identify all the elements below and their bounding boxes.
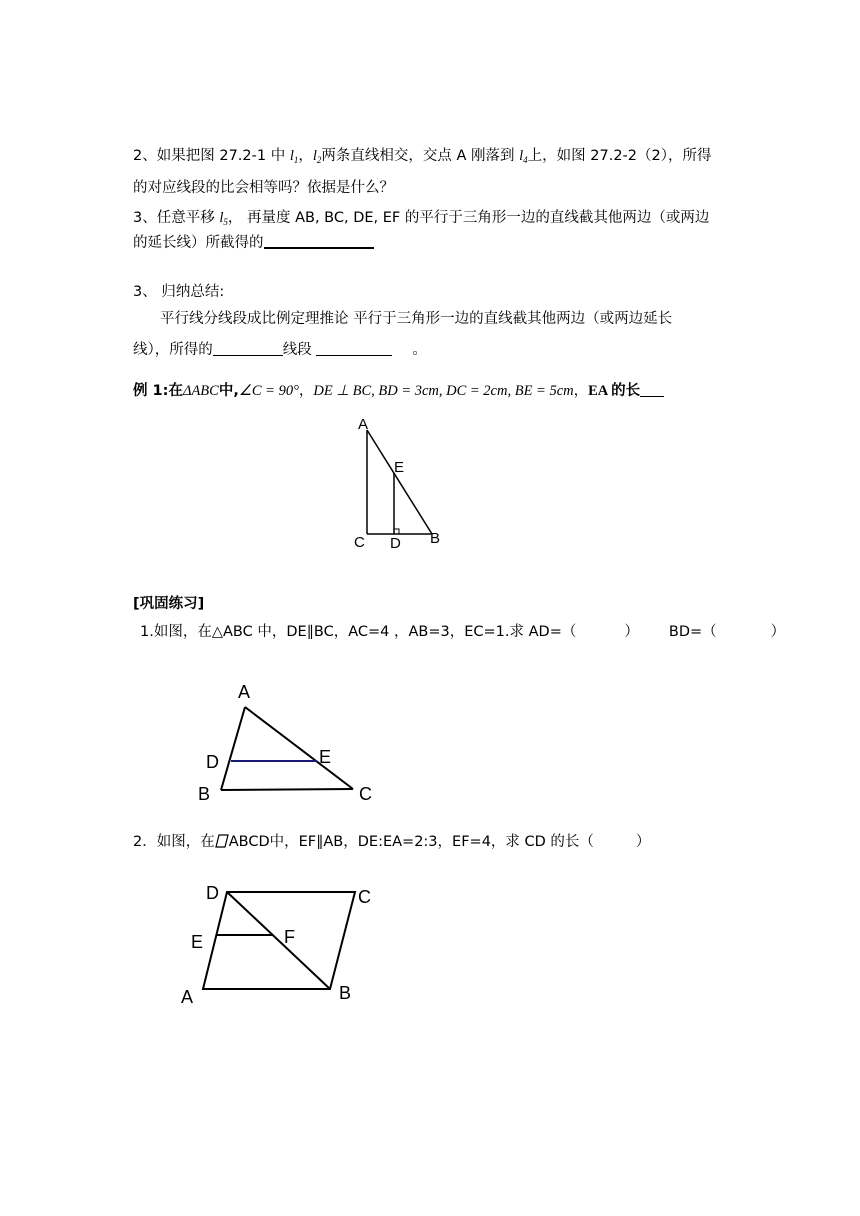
summary-line-2: 线），所得的 线段 。 [133, 342, 427, 358]
label-c: C [358, 887, 371, 907]
q2-number: 2、 [133, 148, 157, 164]
label-d: D [206, 752, 219, 772]
label-f: F [284, 927, 295, 947]
label-c: C [359, 784, 372, 804]
segment-ac [245, 707, 353, 789]
summary-blank-1[interactable] [213, 341, 283, 356]
example-1-line: 例 1:在ΔABC中,∠C = 90°，DE ⊥ BC, BD = 3cm, DC = 2cm, BE = 5cm，EA 的长 [133, 381, 664, 401]
example-1-label: 例 1: [133, 383, 169, 399]
label-a: A [181, 987, 194, 1007]
segment-bc [221, 789, 353, 790]
segment-ab [367, 430, 432, 534]
l4-symbol: l [519, 148, 524, 164]
label-a: A [238, 682, 251, 702]
q2-line-2: 的对应线段的比会相等吗？依据是什么？ [133, 180, 394, 196]
l5-symbol: l [219, 210, 224, 226]
example-1-blank[interactable] [640, 382, 664, 397]
q2-line-1: 2、如果把图 27.2-1 中 $l_1$，$l_2$两条直线相交，交点 A 刚落到 $l_4$上，如图 27.2-2（2），所得 [133, 148, 712, 165]
label-a: A [358, 416, 369, 433]
label-d: D [390, 535, 401, 552]
label-b: B [430, 530, 441, 547]
q3-line-2: 的延长线）所截得的 [133, 233, 374, 253]
label-b: B [339, 983, 352, 1003]
label-e: E [191, 932, 204, 952]
l2-symbol: l [312, 148, 317, 164]
label-b: B [198, 784, 211, 804]
practice-q1-line: 1.如图，在△ABC 中，DE∥BC，AC=4 ，AB=3，EC=1.求 AD=（ ） BD=（ ） [140, 624, 786, 640]
segment-db [227, 892, 330, 989]
summary-blank-2[interactable] [316, 341, 392, 356]
practice-q2-number: 2． [133, 834, 157, 850]
l1-symbol: l [289, 148, 294, 164]
q3-number: 3、 [133, 210, 157, 226]
parallelogram-icon [215, 834, 229, 848]
practice-q1-number: 1. [140, 624, 154, 640]
practice-q1-figure [193, 678, 393, 808]
q3-line-1: 3、任意平移 $l_5$， 再量度 AB, BC, DE, EF 的平行于三角形一边的直线截其他两边（或两边 [133, 210, 710, 227]
label-d: D [206, 883, 219, 903]
summary-line-1: 平行线分线段成比例定理推论 平行于三角形一边的直线截其他两边（或两边延长 [160, 311, 673, 327]
summary-heading: 3、 归纳总结: [133, 284, 225, 300]
practice-q2-line: 2．如图，在 ABCD中，EF∥AB，DE:EA=2:3，EF=4，求 CD 的长（ ） [133, 834, 651, 850]
practice-heading: [巩固练习] [133, 596, 205, 612]
label-e: E [394, 459, 405, 476]
practice-q2-figure [175, 865, 395, 1005]
label-c: C [354, 534, 365, 551]
segment-ab [221, 707, 245, 790]
example-1-figure [352, 415, 452, 550]
label-e: E [319, 747, 332, 767]
q3-answer-blank[interactable] [264, 233, 374, 249]
